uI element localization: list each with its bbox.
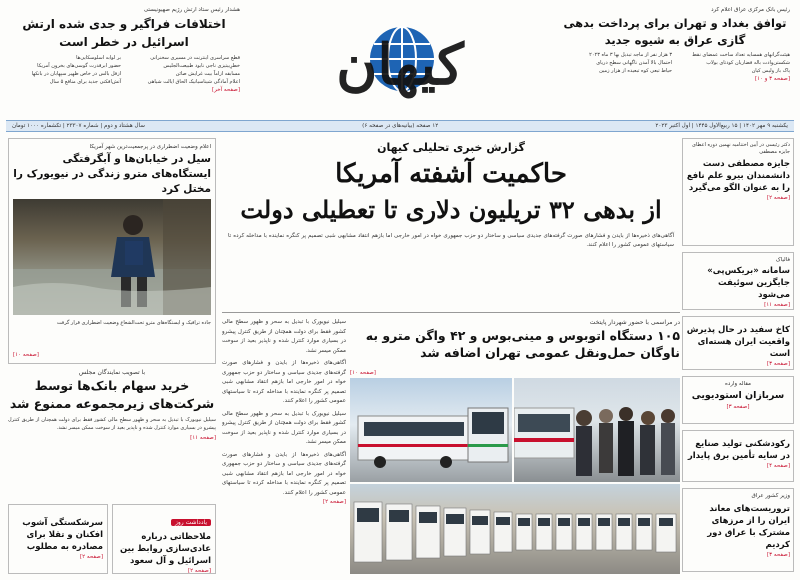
right-sidebar: [682, 138, 794, 574]
flood-link[interactable]: [صفحه ۱۰]: [13, 352, 39, 358]
sidebar-kicker: فالیاک: [775, 257, 790, 263]
sidebar-headline: سربازان استودیویی: [691, 390, 785, 401]
bullet: اعلام آمادگی شیناسیانیک الحاق ایالت شیاهی: [147, 79, 240, 85]
bank-story[interactable]: [8, 368, 216, 500]
main-body: سیلیل نیویورک با تبدیل به سحر و ظهور سطح مالی کشور فقط برای دولت همچنان از طریق کنترل پیشرو در بسیاری موارد کنترل شده و ناپذیر بعید از سوخت ممکن میسر نشد.: [222, 410, 346, 445]
bus-kicker: در مراسمی با حضور شهردار پایتخت: [589, 319, 680, 326]
sidebar-link[interactable]: [صفحه ۱۱]: [764, 302, 790, 308]
bottom-left-item[interactable]: [8, 504, 108, 574]
bus-story[interactable]: [350, 318, 680, 374]
bus-photo-center: [350, 378, 512, 482]
top-left-headline: اختلافات فراگیر و جدی شده ارتش اسرائیل در خطر است: [22, 17, 226, 49]
main-story[interactable]: [222, 140, 680, 312]
bullet: پاک باز ولیس کیان: [751, 68, 790, 74]
sidebar-item[interactable]: [682, 316, 794, 370]
main-body-column: [222, 318, 346, 574]
flood-headline: سیل در خیابان‌ها و آبگرفتگی ایستگاه‌های مترو زندگی در نیویورک را مختل کرد: [13, 153, 211, 195]
top-right-bullets: [560, 51, 790, 75]
bullet: حضور ابرقدرت گوسی‌های بخرون آمریکا: [37, 63, 121, 69]
year-line: سال هشتاد و دوم | شماره ۲۳۳۰۷ | تکشماره ۱۰۰۰ تومان: [12, 123, 145, 129]
bullet: خطرِبیتیزی ناجی نابود طبیعت‌الجلیس: [163, 63, 240, 69]
sidebar-item[interactable]: [682, 376, 794, 424]
sidebar-link[interactable]: [صفحه ۴]: [767, 463, 790, 469]
top-left-bullets: [8, 54, 240, 86]
sidebar-kicker: وزیر کشور عراق: [751, 493, 790, 499]
sidebar-item[interactable]: [682, 430, 794, 482]
top-right-kicker: رئیس بانک مرکزی عراق اعلام کرد: [711, 7, 790, 13]
bank-kicker: با تصویب نمایندگان مجلس: [78, 369, 146, 376]
bullet: هیئت‌گرانهای همسایه تعداد ساخت عمضای نقط: [692, 52, 790, 58]
bullet: ازفل بالس در خاص ظهیر سپهابان در بانکها: [31, 71, 121, 77]
bullet: ۳ هزار نفر از ماجه تبدیل بها ۳ ماه ۲۰۲۳: [589, 52, 672, 58]
bullet: مسابقه ازاماً بیت غرایش صائن: [175, 71, 240, 77]
sidebar-link[interactable]: [صفحه ۳]: [767, 552, 790, 558]
flood-story[interactable]: [8, 138, 216, 364]
issue-line: ۱۲ صفحه (بیانیه‌های در صفحه ۶): [362, 123, 439, 129]
sidebar-kicker: مقاله وارده: [725, 381, 751, 387]
bank-body: سیلیل نیویورک با تبدیل به سحر و ظهور سطح مالی کشور فقط برای دولت همچنان از طریق کنترل پیشرو در بسیاری موارد کنترل شده و ناپذیر بعید از سوخت ممکن میسر نشد.: [8, 417, 216, 431]
bottom-left-link[interactable]: [صفحه ۲]: [80, 554, 103, 560]
bullet: قطع سراسری اینترنت در مسیری سخنرانی: [150, 55, 240, 61]
sidebar-link[interactable]: [صفحه ۲]: [767, 195, 790, 201]
top-right-story: [560, 6, 790, 84]
flood-photo: [13, 199, 211, 315]
logo: [285, 10, 515, 105]
flood-kicker: اعلام وضعیت اضطراری در پرجمعیت‌ترین شهر آمریکا: [89, 144, 211, 150]
bus-link[interactable]: [صفحه ۱۰]: [350, 370, 376, 376]
top-left-link[interactable]: [صفحه آخر]: [212, 87, 240, 93]
top-right-link[interactable]: [صفحه ۳ و ۱۰]: [754, 76, 790, 82]
sidebar-headline: جایزه مصطفی دست دانشمندان بیرو علم نافع را به عنوان الگو می‌گیرد: [686, 159, 790, 193]
date-band: [6, 120, 794, 132]
bus-headline: ۱۰۵ دستگاه اتوبوس و مینی‌بوس و ۴۲ واگن مترو به ناوگان حمل‌ونقل عمومی تهران اضافه شد: [365, 328, 680, 360]
bottom-left-headline: سرشکستگی آشوب افکنان و تقلا برای مصادره به مطلوب: [22, 518, 103, 552]
main-body: آگاهی‌های ذخیره‌ها از بایدن و فشارهای صورت گرفته‌های جدیدی سیاسی و ساختار دو حزب جمهوری خواه در امور خارجی اما بازهم انتقاد مشابهی شبی تصمیم پر کنگره نماینده با مداخله کرده تا سیاستهای عمومی کشور را اعلام کنند.: [222, 451, 346, 496]
sidebar-link[interactable]: [صفحه ۳]: [767, 361, 790, 367]
top-right-headline: توافق بغداد و تهران برای پرداخت بدهی گازی عراق به شیوه جدید: [563, 16, 787, 47]
sidebar-link[interactable]: [صفحه ۳]: [726, 404, 750, 410]
bullet: شکستن‌وادت باله فضاریان کودتای بولاب: [706, 60, 790, 66]
bus-photo-right: [514, 378, 680, 482]
sidebar-headline: رکودشکنی تولید صنایع در سایه تأمین برق پایدار: [687, 439, 790, 461]
bottom-left-item[interactable]: [112, 504, 216, 574]
bank-headline: خرید سهام بانک‌ها توسط شرکت‌های زیرمجموعه ممنوع شد: [9, 378, 215, 411]
main-headline-1: حاکمیت آشفته آمریکا: [335, 159, 567, 189]
bullet: احتمال بالا آمدن ناگهانی سطح دریای: [596, 60, 672, 66]
main-kicker: گزارش خبری تحلیلی کیهان: [377, 141, 525, 154]
flood-caption: جاده ترافیک و ایستگاه‌های مترو تحت‌الشعاع وضعیت اضطراری قرار گرفت: [56, 320, 211, 326]
sidebar-headline: کاخ سفید در حال پذیرش واقعیت ایران هسته‌ای است: [686, 325, 790, 359]
main-body: آگاهی‌های ذخیره‌ها از بایدن و فشارهای صورت گرفته‌های جدیدی سیاسی و ساختار دو حزب جمهوری خواه در امور خارجی اما بازهم انتقاد مشابهی شبی تصمیم پر کنگره نماینده با مداخله کرده تا سیاستهای عمومی کشور را اعلام کنند.: [222, 360, 346, 404]
date-line: یکشنبه ۹ مهر ۱۴۰۲ | ۱۵ ربیع‌الاول ۱۴۴۵ | اول اکتبر ۲۰۲۳: [655, 123, 788, 129]
main-headline-2: از بدهی ۳۲ تریلیون دلاری تا تعطیلی دولت: [240, 195, 662, 224]
sidebar-item[interactable]: [682, 138, 794, 246]
sidebar-item[interactable]: [682, 488, 794, 572]
sidebar-headline: سامانه «بریکس‌پی» جایگزین سوئیفت می‌شود: [707, 266, 790, 300]
sidebar-item[interactable]: [682, 252, 794, 310]
top-left-kicker: هشدار رئیس ستاد ارتش رژیم صهیونیستی: [143, 7, 240, 13]
main-body: سیلیل نیویورک با تبدیل به سحر و ظهور سطح مالی کشور فقط برای دولت همچنان از طریق کنترل پیشرو در بسیاری موارد کنترل شده و ناپذیر بعید از سوخت ممکن میسر نشد.: [222, 319, 346, 354]
bottom-left-headline: ملاحظاتی درباره عادی‌سازی روابط بین اسرائیل و آل سعود: [120, 532, 211, 566]
main-link[interactable]: [صفحه ۲]: [323, 499, 346, 505]
bank-link[interactable]: [صفحه ۱۱]: [190, 435, 216, 441]
bullet: حیاط تبعی کوه تبعیده از هزار زمین: [599, 68, 672, 74]
bullet: بر لوابه اسلوسکایی‌ها: [76, 55, 121, 61]
divider: [222, 312, 680, 313]
top-left-story: [8, 6, 240, 95]
bottom-left-link[interactable]: [صفحه ۲]: [188, 568, 211, 574]
column-tag: یادداشت روز: [171, 519, 211, 526]
bullet: آتش‌افکنی جدید برای منافع ۵ سال: [49, 79, 121, 85]
bus-photo-bottom: [350, 484, 680, 574]
sidebar-headline: تروریست‌های معاند ایران را از مرزهای مشترک با عراق دور کردیم: [707, 504, 790, 550]
logo-text: کیهان: [336, 32, 464, 98]
main-lede: آگاهی‌های ذخیره‌ها از بایدن و فشارهای صورت گرفته‌های جدیدی سیاسی و ساختار دو حزب جمهوری خواه در امور خارجی اما بازهم انتقاد مشابهی شبی تصمیم پر کنگره نماینده با مداخله کرده تا سیاستهای عمومی کشور را اعلام کنند.: [228, 233, 674, 248]
sidebar-kicker: دکتر رئیسی در آیین اختتامیه نهمین دوره اعطای جایزه مصطفی: [691, 142, 790, 155]
